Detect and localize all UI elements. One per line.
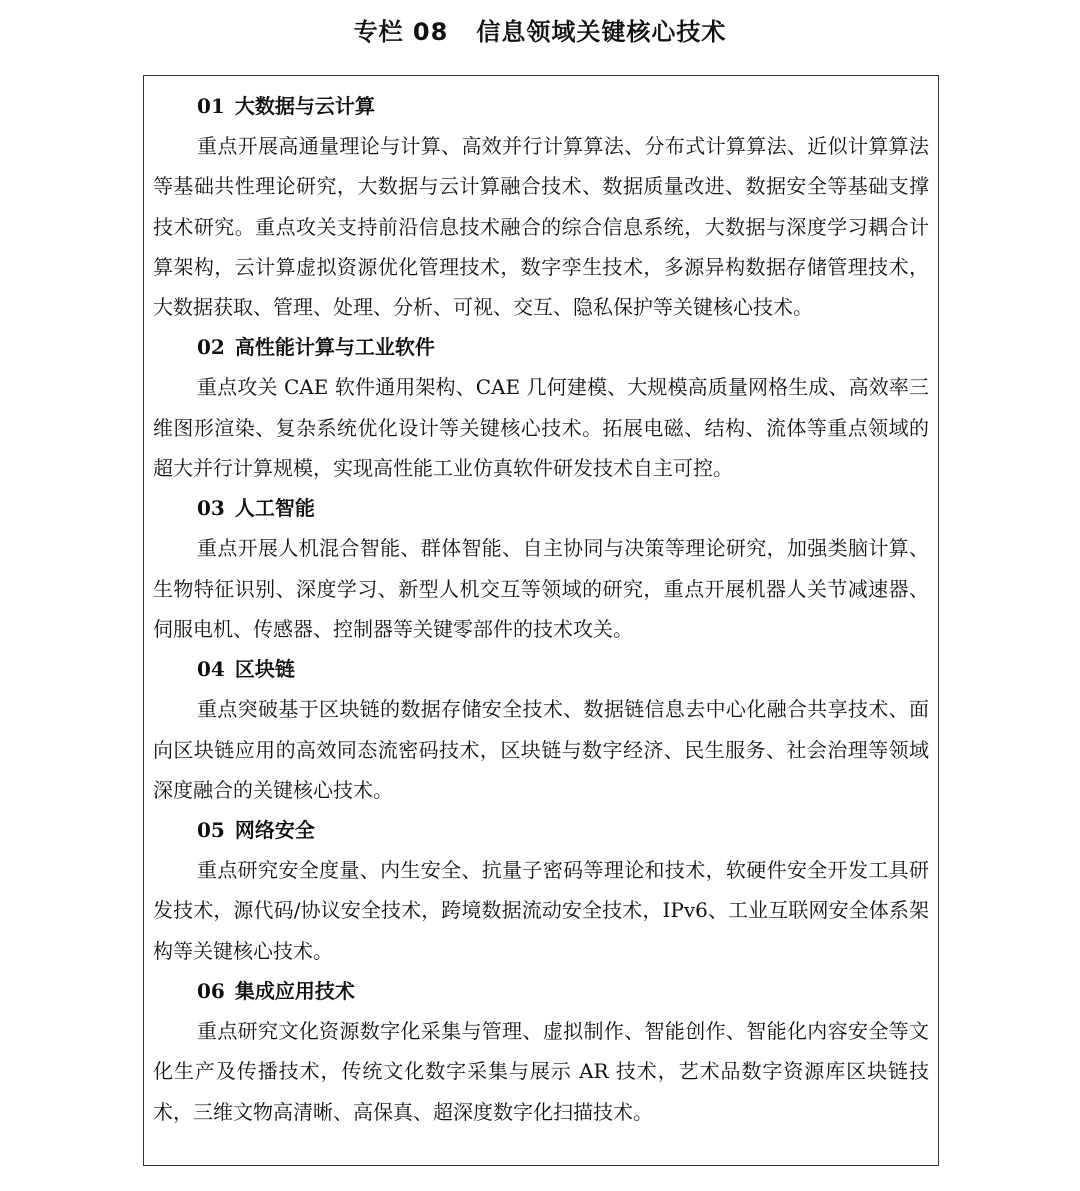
section-04: [153, 649, 929, 810]
section-number: 06: [197, 979, 225, 1004]
section-06: [153, 971, 929, 1132]
section-01: [153, 86, 929, 327]
section-title: 集成应用技术: [234, 979, 355, 1004]
section-heading: [153, 810, 929, 850]
section-05: [153, 810, 929, 971]
section-number: 02: [197, 335, 225, 360]
section-title: 区块链: [234, 657, 295, 682]
section-heading: [153, 649, 929, 689]
section-title: 大数据与云计算: [234, 94, 375, 118]
section-paragraph: 重点研究安全度量、内生安全、抗量子密码等理论和技术，软硬件安全开发工具研发技术，源代码/协议安全技术，跨境数据流动安全技术，IPv6、工业互联网安全体系架构等关键核心技术。: [153, 858, 929, 963]
column-title: 专栏 08 信息领域关键核心技术: [353, 18, 727, 46]
section-heading: [153, 971, 929, 1011]
section-02: [153, 327, 929, 488]
column-box: [143, 75, 939, 1166]
section-number: 03: [197, 496, 225, 521]
section-paragraph: 重点研究文化资源数字化采集与管理、虚拟制作、智能创作、智能化内容安全等文化生产及传播技术，传统文化数字采集与展示 AR 技术，艺术品数字资源库区块链技术，三维文物高清晰、高保真、超深度数字化扫描技术。: [153, 1019, 929, 1124]
section-heading: [153, 327, 929, 367]
section-title: 高性能计算与工业软件: [234, 335, 435, 360]
section-number: 01: [197, 94, 225, 118]
section-number: 04: [197, 657, 225, 682]
section-03: [153, 488, 929, 649]
section-paragraph: 重点开展高通量理论与计算、高效并行计算算法、分布式计算算法、近似计算算法等基础共性理论研究，大数据与云计算融合技术、数据质量改进、数据安全等基础支撑技术研究。重点攻关支持前沿信息技术融合的综合信息系统，大数据与深度学习耦合计算架构，云计算虚拟资源优化管理技术，数字孪生技术，多源异构数据存储管理技术，大数据获取、管理、处理、分析、可视、交互、隐私保护等关键核心技术。: [153, 134, 929, 320]
section-number: 05: [197, 818, 225, 843]
section-title: 人工智能: [234, 496, 315, 521]
section-heading: [153, 86, 929, 126]
section-paragraph: 重点突破基于区块链的数据存储安全技术、数据链信息去中心化融合共享技术、面向区块链应用的高效同态流密码技术，区块链与数字经济、民生服务、社会治理等领域深度融合的关键核心技术。: [153, 697, 929, 802]
section-title: 网络安全: [234, 818, 315, 843]
section-paragraph: 重点攻关 CAE 软件通用架构、CAE 几何建模、大规模高质量网格生成、高效率三维图形渲染、复杂系统优化设计等关键核心技术。拓展电磁、结构、流体等重点领域的超大并行计算规模，实现高性能工业仿真软件研发技术自主可控。: [153, 375, 929, 481]
section-paragraph: 重点开展人机混合智能、群体智能、自主协同与决策等理论研究，加强类脑计算、生物特征识别、深度学习、新型人机交互等领域的研究，重点开展机器人关节减速器、伺服电机、传感器、控制器等关键零部件的技术攻关。: [153, 536, 929, 641]
section-heading: [153, 488, 929, 528]
